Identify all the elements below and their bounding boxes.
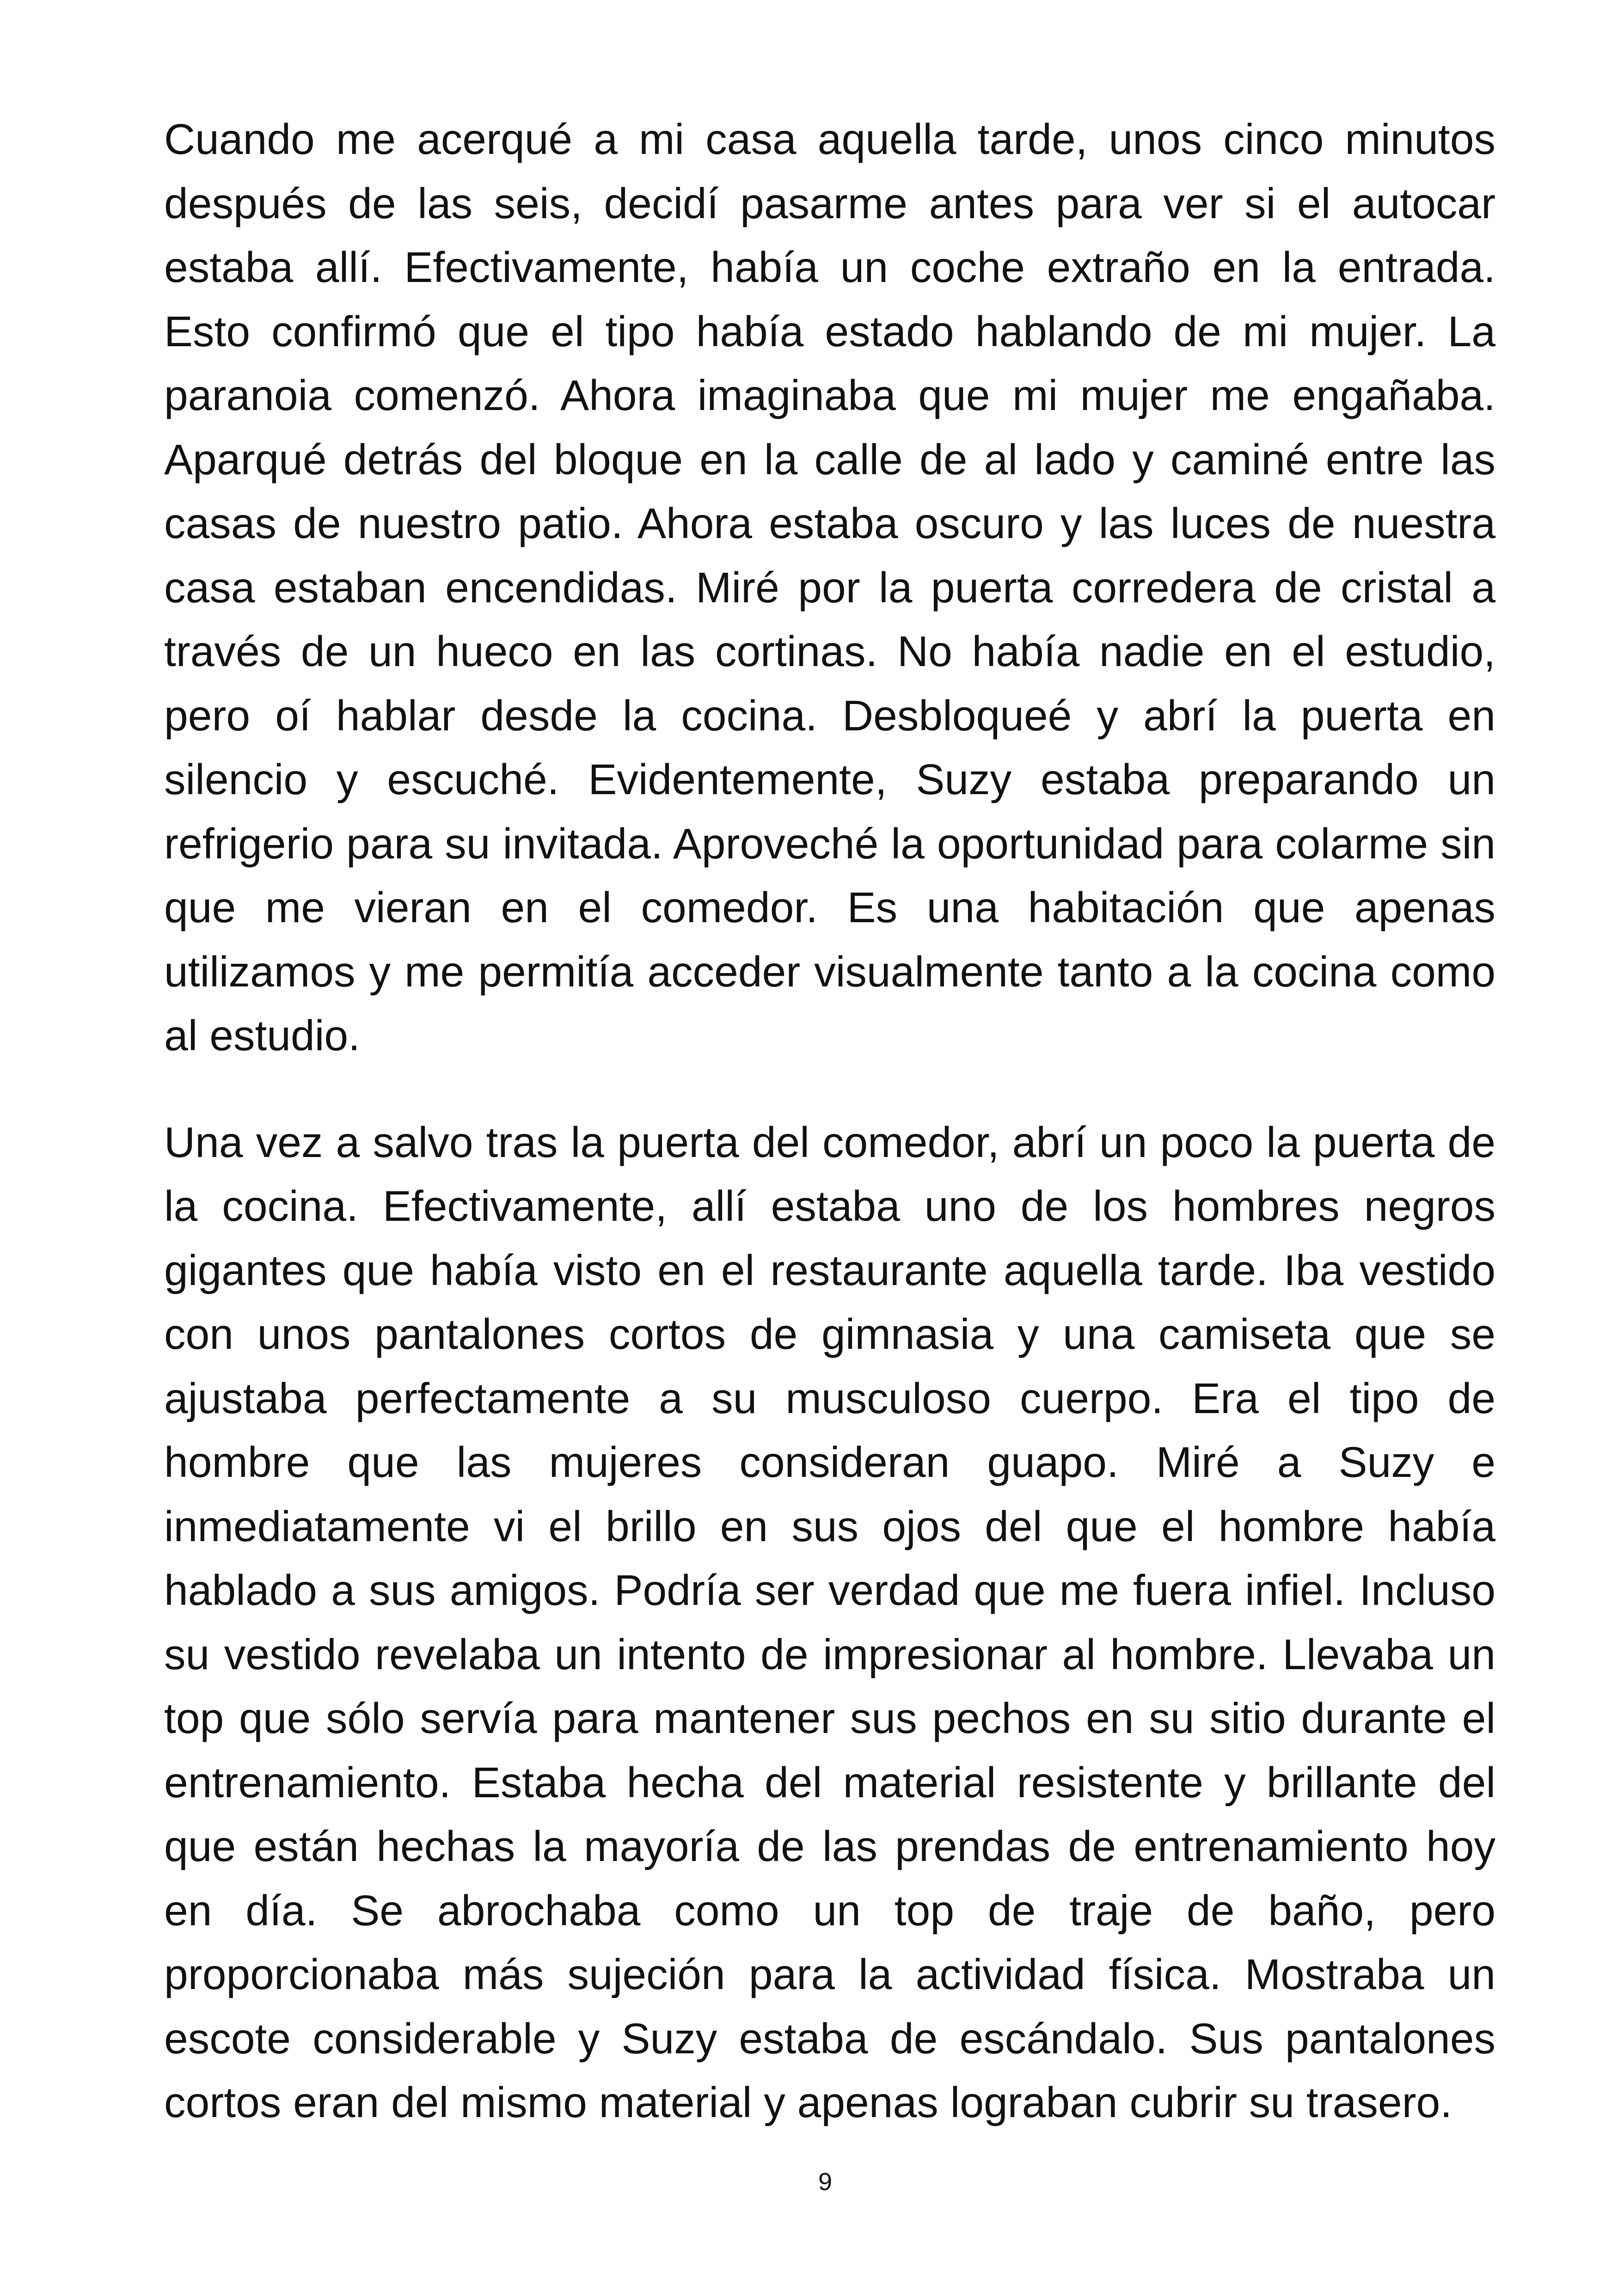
paragraph-2: Una vez a salvo tras la puerta del comedor, abrí un poco la puerta de la cocina. Efectivamente, allí estaba uno de los hombres negros gigantes que había visto en el restaurante aquella tarde. Iba vestido con unos pantalones cortos de gimnasia y una camiseta que se ajustaba perfectamente a su musculoso cuerpo. Era el tipo de hombre que las mujeres consideran guapo. Miré a Suzy e inmediatamente vi el brillo en sus ojos del que el hombre había hablado a sus amigos. Podría ser verdad que me fuera infiel. Incluso su vestido revelaba un intento de impresionar al hombre. Llevaba un top que sólo servía para mantener sus pechos en su sitio durante el entrenamiento. Estaba hecha del material resistente y brillante del que están hechas la mayoría de las prendas de entrenamiento hoy en día. Se abrochaba como un top de traje de baño, pero proporcionaba más sujeción para la actividad física. Mostraba un escote considerable y Suzy estaba de escándalo. Sus pantalones cortos eran del mismo material y apenas lograban cubrir su trasero. [164, 1118, 1495, 2126]
paragraph-1: Cuando me acerqué a mi casa aquella tarde, unos cinco minutos después de las seis, decidí pasarme antes para ver si el autocar estaba allí. Efectivamente, había un coche extraño en la entrada. Esto confirmó que el tipo había estado hablando de mi mujer. La paranoia comenzó. Ahora imaginaba que mi mujer me engañaba. Aparqué detrás del bloque en la calle de al lado y caminé entre las casas de nuestro patio. Ahora estaba oscuro y las luces de nuestra casa estaban encendidas. Miré por la puerta corredera de cristal a través de un hueco en las cortinas. No había nadie en el estudio, pero oí hablar desde la cocina. Desbloqueé y abrí la puerta en silencio y escuché. Evidentemente, Suzy estaba preparando un refrigerio para su invitada. Aproveché la oportunidad para colarme sin que me vieran en el comedor. Es una habitación que apenas utilizamos y me permitía acceder visualmente tanto a la cocina como al estudio. [164, 115, 1495, 1059]
body-text [164, 107, 1495, 2135]
page-number: 9 [818, 2168, 833, 2196]
